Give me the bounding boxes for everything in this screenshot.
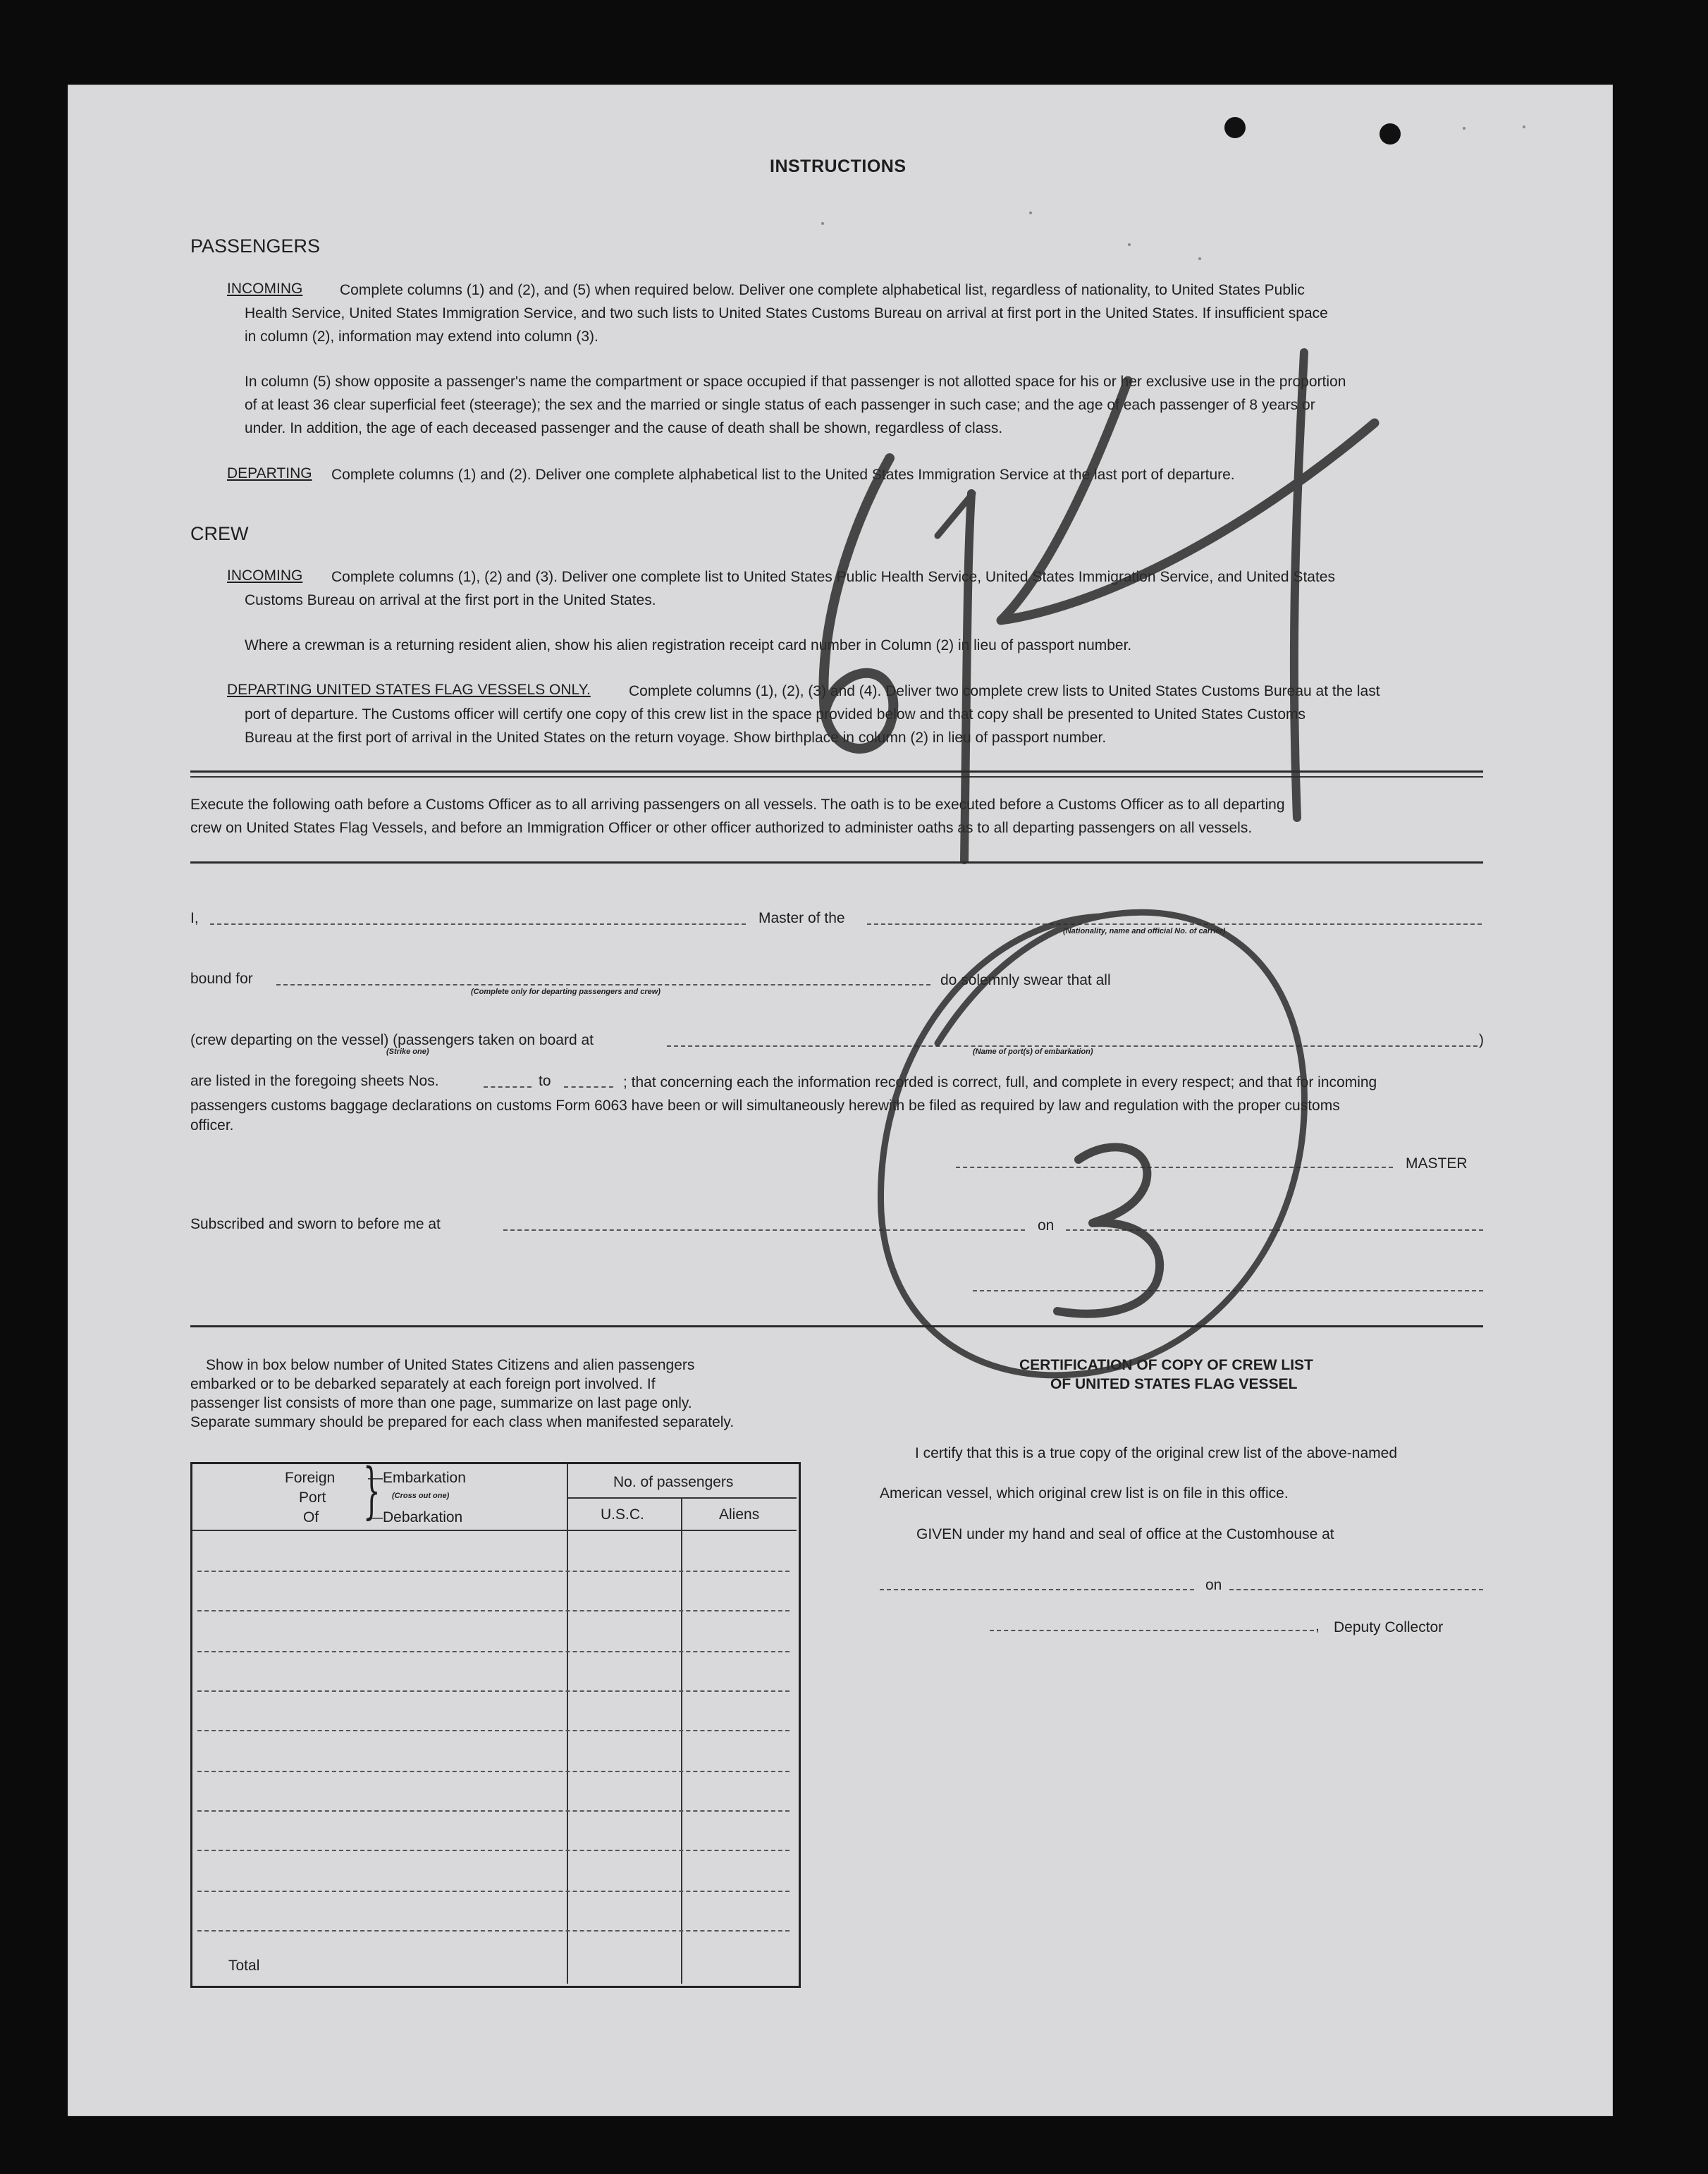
oath-i-label: I, — [190, 910, 199, 926]
crew-incoming-line-2: Customs Bureau on arrival at the first port in the United States. — [245, 592, 656, 608]
usc-header: U.S.C. — [601, 1506, 644, 1523]
cert-on-label: on — [1205, 1577, 1222, 1593]
instructions-title: INSTRUCTIONS — [770, 156, 907, 176]
debarkation-label: —Debarkation — [368, 1509, 463, 1525]
sheets-rest: ; that concerning each the information recorded is correct, full, and complete in every respect; and that for incoming — [623, 1074, 1377, 1091]
crew-resident-alien-text: Where a crewman is a returning resident alien, show his alien registration receipt card number in Column (2) in lieu of passport number. — [245, 637, 1132, 653]
strike-note: (Strike one) — [386, 1048, 429, 1056]
handwritten-digit-6 — [823, 458, 893, 749]
crew-incoming-line-1: Complete columns (1), (2) and (3). Deliver one complete list to United States Public Health Service, United States Immigration Service, and United States — [331, 569, 1335, 585]
certification-title-1: CERTIFICATION OF COPY OF CREW LIST — [1019, 1357, 1313, 1373]
crew-departing-line-2: port of departure. The Customs officer will certify one copy of this crew list in the space provided below and that copy shall be presented to United States Customs — [245, 706, 1305, 723]
crew-departing-line-3: Bureau at the first port of arrival in the United States on the return voyage. Show birthplace in column (2) in lieu of passport number. — [245, 730, 1107, 746]
master-label: MASTER — [1406, 1155, 1468, 1172]
crew-departing-line-1: Complete columns (1), (2), (3) and (4). Deliver two complete crew lists to United States Customs Bureau at the last — [629, 683, 1380, 699]
passengers-departing-label: DEPARTING — [227, 465, 312, 481]
column5-line-3: under. In addition, the age of each deceased passenger and the cause of death shall be shown, regardless of class. — [245, 420, 1003, 436]
sheets-line-3: officer. — [190, 1117, 234, 1134]
oath-on-label: on — [1038, 1217, 1055, 1234]
brace-icon: } — [363, 1456, 381, 1526]
ports-note: (Name of port(s) of embarkation) — [973, 1048, 1093, 1056]
sheets-line-2: passengers customs baggage declarations on customs Form 6063 have been or will simultaneously herewith be filed as required by law and regulation with the proper customs — [190, 1098, 1340, 1114]
foreign-label: Foreign — [285, 1470, 336, 1486]
swear-label: do solemnly swear that all — [940, 972, 1111, 988]
total-label: Total — [228, 1958, 260, 1974]
of-label: Of — [303, 1509, 319, 1525]
no-of-passengers-header: No. of passengers — [613, 1474, 734, 1490]
oath-intro-line-2: crew on United States Flag Vessels, and before an Immigration Officer or other officer authorized to administer oaths as to all departing passengers on all vessels. — [190, 820, 1253, 836]
embarkation-label: —Embarkation — [368, 1470, 466, 1486]
crew-departing-label-line: (crew departing on the vessel) (passengers taken on board at — [190, 1032, 594, 1048]
column5-line-1: In column (5) show opposite a passenger's name the compartment or space occupied if that passenger is not allotted space for his or her exclusive use in the proportion — [245, 374, 1346, 390]
cross-out-note: (Cross out one) — [392, 1492, 450, 1500]
crew-heading: CREW — [190, 523, 249, 544]
summary-instr-line-3: passenger list consists of more than one page, summarize on last page only. — [190, 1395, 692, 1411]
carrier-note: (Nationality, name and official No. of carrier) — [1063, 927, 1226, 935]
subscribed-label: Subscribed and sworn to before me at — [190, 1216, 441, 1232]
handwritten-digit-3 — [1057, 1147, 1160, 1313]
handwritten-digit-1 — [964, 493, 971, 860]
passengers-incoming-line-1: Complete columns (1) and (2), and (5) when required below. Deliver one complete alphabetical list, regardless of nationality, to United States Public — [340, 282, 1305, 298]
summary-instr-line-1: Show in box below number of United States Citizens and alien passengers — [206, 1357, 695, 1373]
master-of-label: Master of the — [758, 910, 845, 926]
deputy-collector-label: Deputy Collector — [1334, 1619, 1444, 1635]
certify-line-1: I certify that this is a true copy of the original crew list of the above-named — [915, 1445, 1397, 1461]
column5-line-2: of at least 36 clear superficial feet (steerage); the sex and the married or single status of each passenger in such case; and the age of each passenger of 8 years or — [245, 397, 1315, 413]
summary-instr-line-4: Separate summary should be prepared for each class when manifested separately. — [190, 1414, 735, 1430]
passengers-heading: PASSENGERS — [190, 235, 321, 257]
certification-title-2: OF UNITED STATES FLAG VESSEL — [1050, 1376, 1298, 1392]
cert-comma: , — [1315, 1618, 1320, 1634]
bound-note: (Complete only for departing passengers and crew) — [471, 988, 661, 996]
given-line: GIVEN under my hand and seal of office at the Customhouse at — [916, 1526, 1334, 1542]
summary-instr-line-2: embarked or to be debarked separately at each foreign port involved. If — [190, 1376, 656, 1392]
passengers-incoming-line-3: in column (2), information may extend into column (3). — [245, 328, 598, 345]
port-label: Port — [299, 1490, 326, 1506]
handwritten-circle — [880, 912, 1304, 1375]
close-paren: ) — [1479, 1032, 1484, 1048]
certify-line-2: American vessel, which original crew list is on file in this office. — [880, 1485, 1289, 1501]
bound-for-label: bound for — [190, 971, 253, 987]
oath-intro-line-1: Execute the following oath before a Customs Officer as to all arriving passengers on all vessels. The oath is to be executed before a Customs Officer as to all departing — [190, 797, 1285, 813]
passengers-departing-text: Complete columns (1) and (2). Deliver one complete alphabetical list to the United States Immigration Service at the last port of departure. — [331, 467, 1235, 483]
sheets-label: are listed in the foregoing sheets Nos. — [190, 1073, 439, 1089]
crew-departing-label: DEPARTING UNITED STATES FLAG VESSELS ONLY. — [227, 682, 591, 698]
passengers-incoming-line-2: Health Service, United States Immigration Service, and two such lists to United States Customs Bureau on arrival at first port in the United States. If insufficient space — [245, 305, 1328, 321]
handwritten-digit-4 — [1001, 381, 1375, 620]
to-label: to — [539, 1073, 551, 1089]
crew-incoming-label: INCOMING — [227, 567, 303, 584]
passengers-incoming-label: INCOMING — [227, 281, 303, 297]
aliens-header: Aliens — [719, 1506, 760, 1523]
